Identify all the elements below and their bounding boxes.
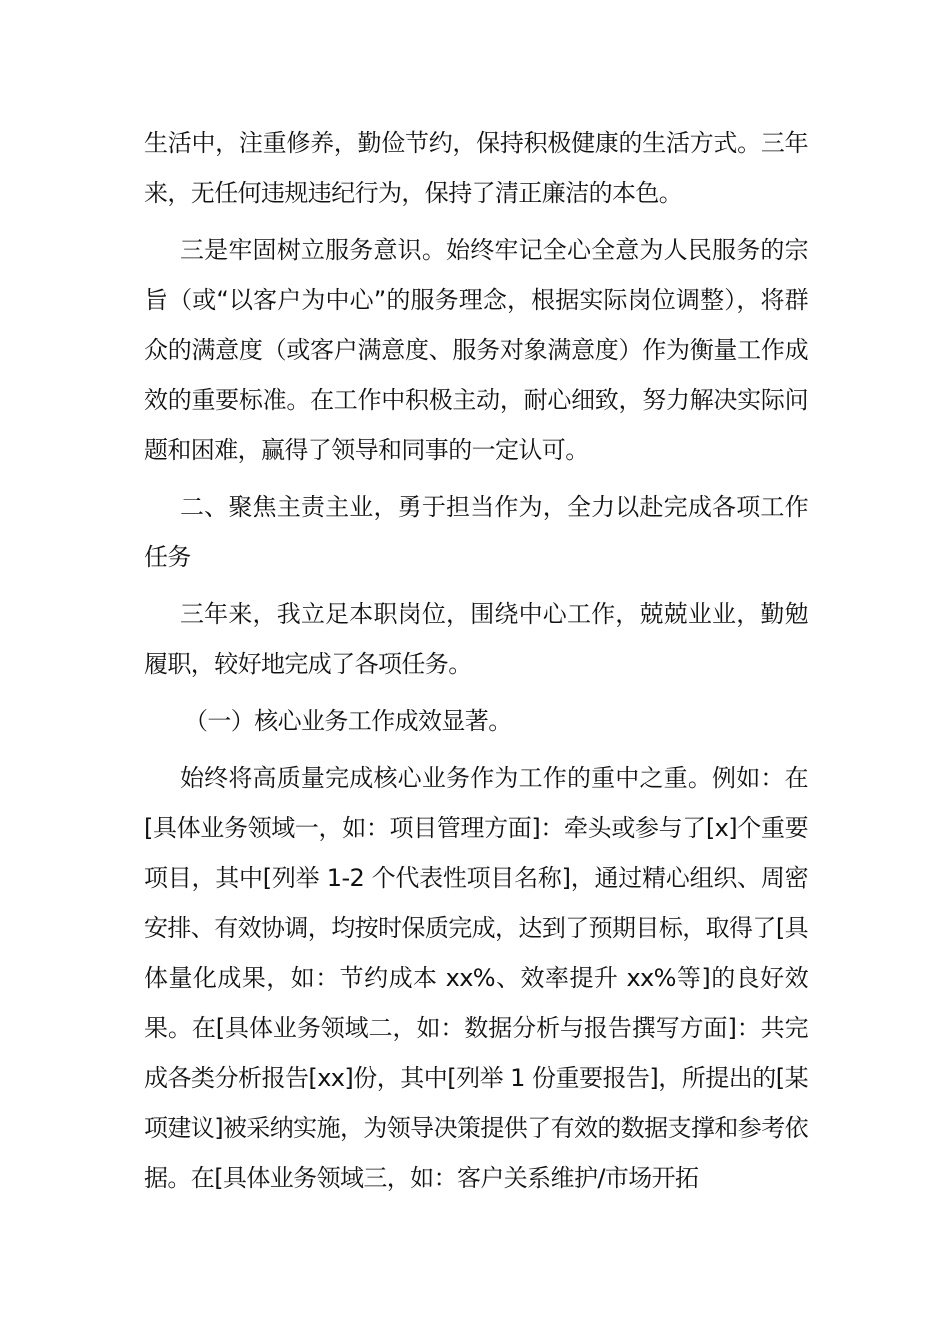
paragraph-section-two-intro: 三年来，我立足本职岗位，围绕中心工作，兢兢业业，勤勉履职，较好地完成了各项任务。 (144, 600, 808, 678)
heading-section-two: 二、聚焦主责主业，勇于担当作为，全力以赴完成各项工作任务 (144, 493, 808, 571)
paragraph-service-awareness: 三是牢固树立服务意识。始终牢记全心全意为人民服务的宗旨（或“以客户为中心”的服务理念，根据实际岗位调整），将群众的满意度（或客户满意度、服务对象满意度）作为衡量工作成效的重要标准。在工作中积极主动，耐心细致，努力解决实际问题和困难，赢得了领导和同事的一定认可。 (144, 236, 808, 464)
heading-subsection-one: （一）核心业务工作成效显著。 (184, 707, 512, 735)
paragraph-core-business: 始终将高质量完成核心业务作为工作的重中之重。例如：在[具体业务领域一，如：项目管理方面]：牵头或参与了[x]个重要项目，其中[列举 1-2 个代表性项目名称]，通过精心组织、周密安排、有效协调，均按时保质完成，达到了预期目标，取得了[具体量化成果，如：节约成本 xx%、效率提升 xx%等]的良好效果。在[具体业务领域二，如：数据分析与报告撰写方面]：共完成各类分析报告[xx]份，其中[列举 1 份重要报告]，所提出的[某项建议]被采纳实施，为领导决策提供了有效的数据支撑和参考依据。在[具体业务领域三，如：客户关系维护/市场开拓 (144, 764, 808, 1192)
paragraph-conduct-end: 生活中，注重修养，勤俭节约，保持积极健康的生活方式。三年来，无任何违规违纪行为，保持了清正廉洁的本色。 (144, 129, 808, 207)
document-page (144, 118, 808, 1210)
